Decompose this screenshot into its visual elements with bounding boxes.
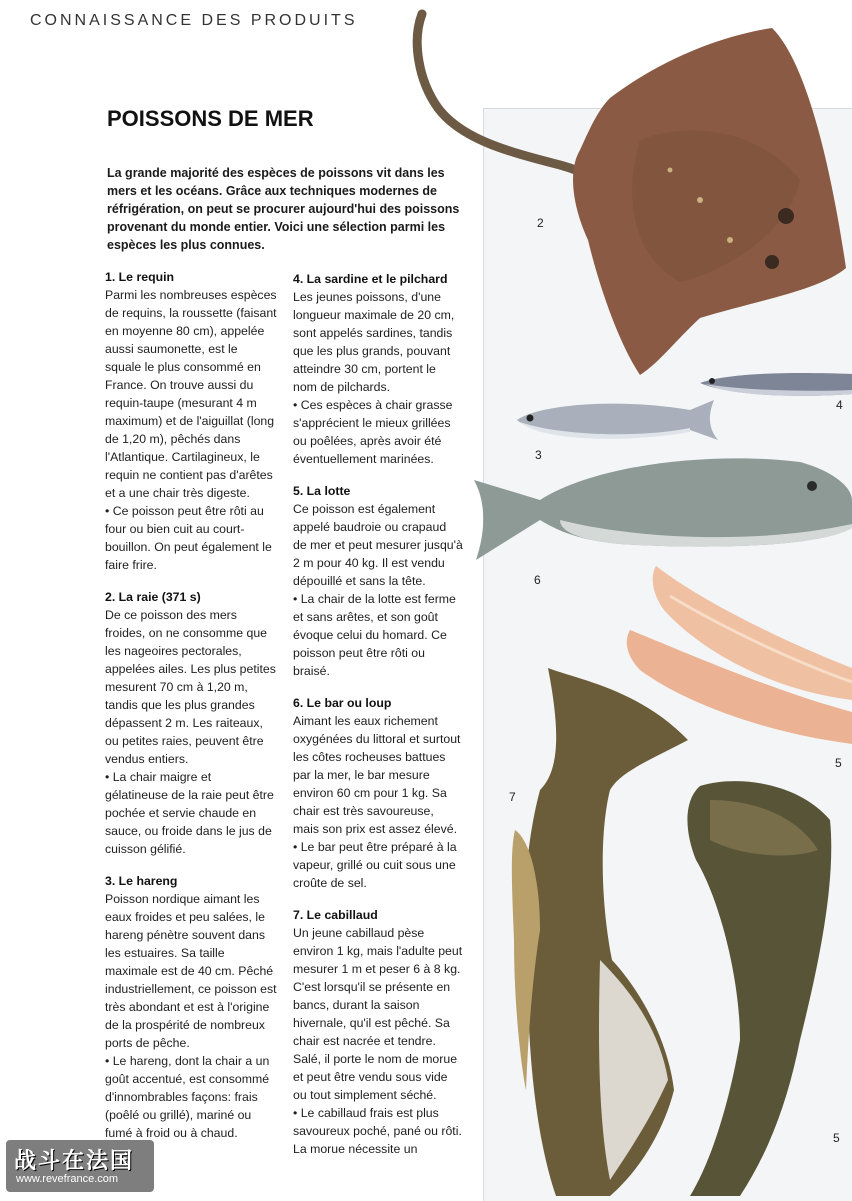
section-heading: 4. La sardine et le pilchard (293, 272, 448, 286)
photo-label-sardine: 4 (836, 398, 843, 412)
photo-label-monkfish: 5 (833, 1131, 840, 1145)
section-tip: • Le bar peut être préparé à la vapeur, grillé ou cuit sous une croûte de sel. (293, 840, 457, 890)
section-text: Aimant les eaux richement oxygénées du littoral et surtout les côtes rocheuses battues par la mer, le bar mesure environ 60 cm pour 1 kg. Sa chair est très savoureuse, mais son prix est assez élevé. (293, 714, 461, 836)
watermark-url: www.revefrance.com (16, 1173, 119, 1185)
section-text: Un jeune cabillaud pèse environ 1 kg, mais l'adulte peut mesurer 1 m et peser 6 à 8 kg. C'est lorsqu'il se présente en bancs, durant la saison hivernale, qu'il est pêché. Sa chair est nacrée et tendre. Salé, il porte le nom de morue et peut être vendu sous vide ou tout simplement séché. (293, 926, 463, 1102)
page-title: POISSONS DE MER (107, 106, 314, 131)
section-heading: 6. Le bar ou loup (293, 696, 392, 710)
cod-image (512, 668, 688, 1196)
photo-label-sea-bass: 6 (534, 573, 541, 587)
section-heading: 2. La raie (371 s) (105, 590, 201, 604)
section-heading: 7. Le cabillaud (293, 908, 378, 922)
text-column-right (293, 270, 463, 1172)
photo-label-cod: 7 (509, 790, 516, 804)
section-tip: • La chair maigre et gélatineuse de la raie peut être pochée et servie chaude en sauce, ou froide dans le jus de cuisson gélifié. (105, 770, 274, 856)
section-cabillaud (293, 906, 463, 1158)
section-heading: 5. La lotte (293, 484, 351, 498)
section-raie (105, 588, 277, 858)
photo-label-skate: 2 (537, 216, 544, 230)
section-heading: 1. Le requin (105, 270, 175, 284)
sardine-image (700, 373, 852, 396)
section-tip: • Ces espèces à chair grasse s'apprécient le mieux grillées ou poêlées, après avoir été éventuellement marinées. (293, 398, 453, 466)
section-text: Les jeunes poissons, d'une longueur maximale de 20 cm, sont appelés sardines, tandis que les plus grands, pouvant atteindre 30 cm, portent le nom de pilchards. (293, 290, 455, 394)
monkfish-image (687, 781, 831, 1196)
watermark-logo: 战斗在法国 (14, 1148, 135, 1173)
section-requin (105, 268, 277, 574)
section-tip: • Le hareng, dont la chair a un goût accentué, est consommé d'innombrables façons: frais (poêlé ou grillé), mariné ou fumé à froid ou à chaud. (105, 1054, 270, 1140)
section-lotte (293, 482, 463, 680)
intro-paragraph: La grande majorité des espèces de poissons vit dans les mers et les océans. Grâce aux techniques modernes de réfrigération, on peut se procurer aujourd'hui des poissons provenant du monde entier. Voici une sélection parmi les espèces les plus connues. (107, 166, 460, 252)
section-hareng (105, 872, 277, 1142)
section-tip: • Le cabillaud frais est plus savoureux poché, pané ou rôti. La morue nécessite un (293, 1106, 462, 1156)
section-tip: • Ce poisson peut être rôti au four ou bien cuit au court-bouillon. On peut également le faire frire. (105, 504, 272, 572)
section-text: De ce poisson des mers froides, on ne consomme que les nageoires pectorales, appelées ailes. Les plus petites mesurent 70 cm à 1,20 m, tandis que les plus grandes dépassent 2 m. Les raiteaux, ou petites raies, peuvent être vendus entiers. (105, 608, 276, 766)
section-bar (293, 694, 463, 892)
section-tip: • La chair de la lotte est ferme et sans arêtes, et son goût évoque celui du homard. Ce poisson peut être rôti ou braisé. (293, 592, 456, 678)
photo-label-monkfish-fillets: 5 (835, 756, 842, 770)
section-heading: 3. Le hareng (105, 874, 178, 888)
section-text: Poisson nordique aimant les eaux froides et peu salées, le hareng pénètre souvent dans les estuaires. Sa taille maximale est de 40 cm. Pêché industriellement, ce poisson est très abondant et est à l'origine de la prospérité de nombreux ports de pêche. (105, 892, 277, 1050)
text-column-left (105, 268, 277, 1156)
photo-label-herring: 3 (535, 448, 542, 462)
section-text: Ce poisson est également appelé baudroie ou crapaud de mer et peut mesurer jusqu'à 2 m pour 40 kg. Il est vendu dépouillé et sans la tête. (293, 502, 463, 588)
skate-image (417, 14, 846, 375)
section-text: Parmi les nombreuses espèces de requins, la roussette (faisant en moyenne 80 cm), appelée aussi saumonette, est le squale le plus consommé en France. On trouve aussi du requin-taupe (mesurant 4 m maximum) et de l'aiguillat (long de 1,20 m), pêchés dans l'Atlantique. Cartilagineux, le requin ne contient pas d'arêtes et a une chair très digeste. (105, 288, 277, 500)
sea-bass-image (474, 458, 852, 560)
herring-image (517, 400, 718, 440)
running-header: CONNAISSANCE DES PRODUITS (30, 12, 358, 29)
section-sardine (293, 270, 463, 468)
site-watermark (6, 1140, 154, 1192)
